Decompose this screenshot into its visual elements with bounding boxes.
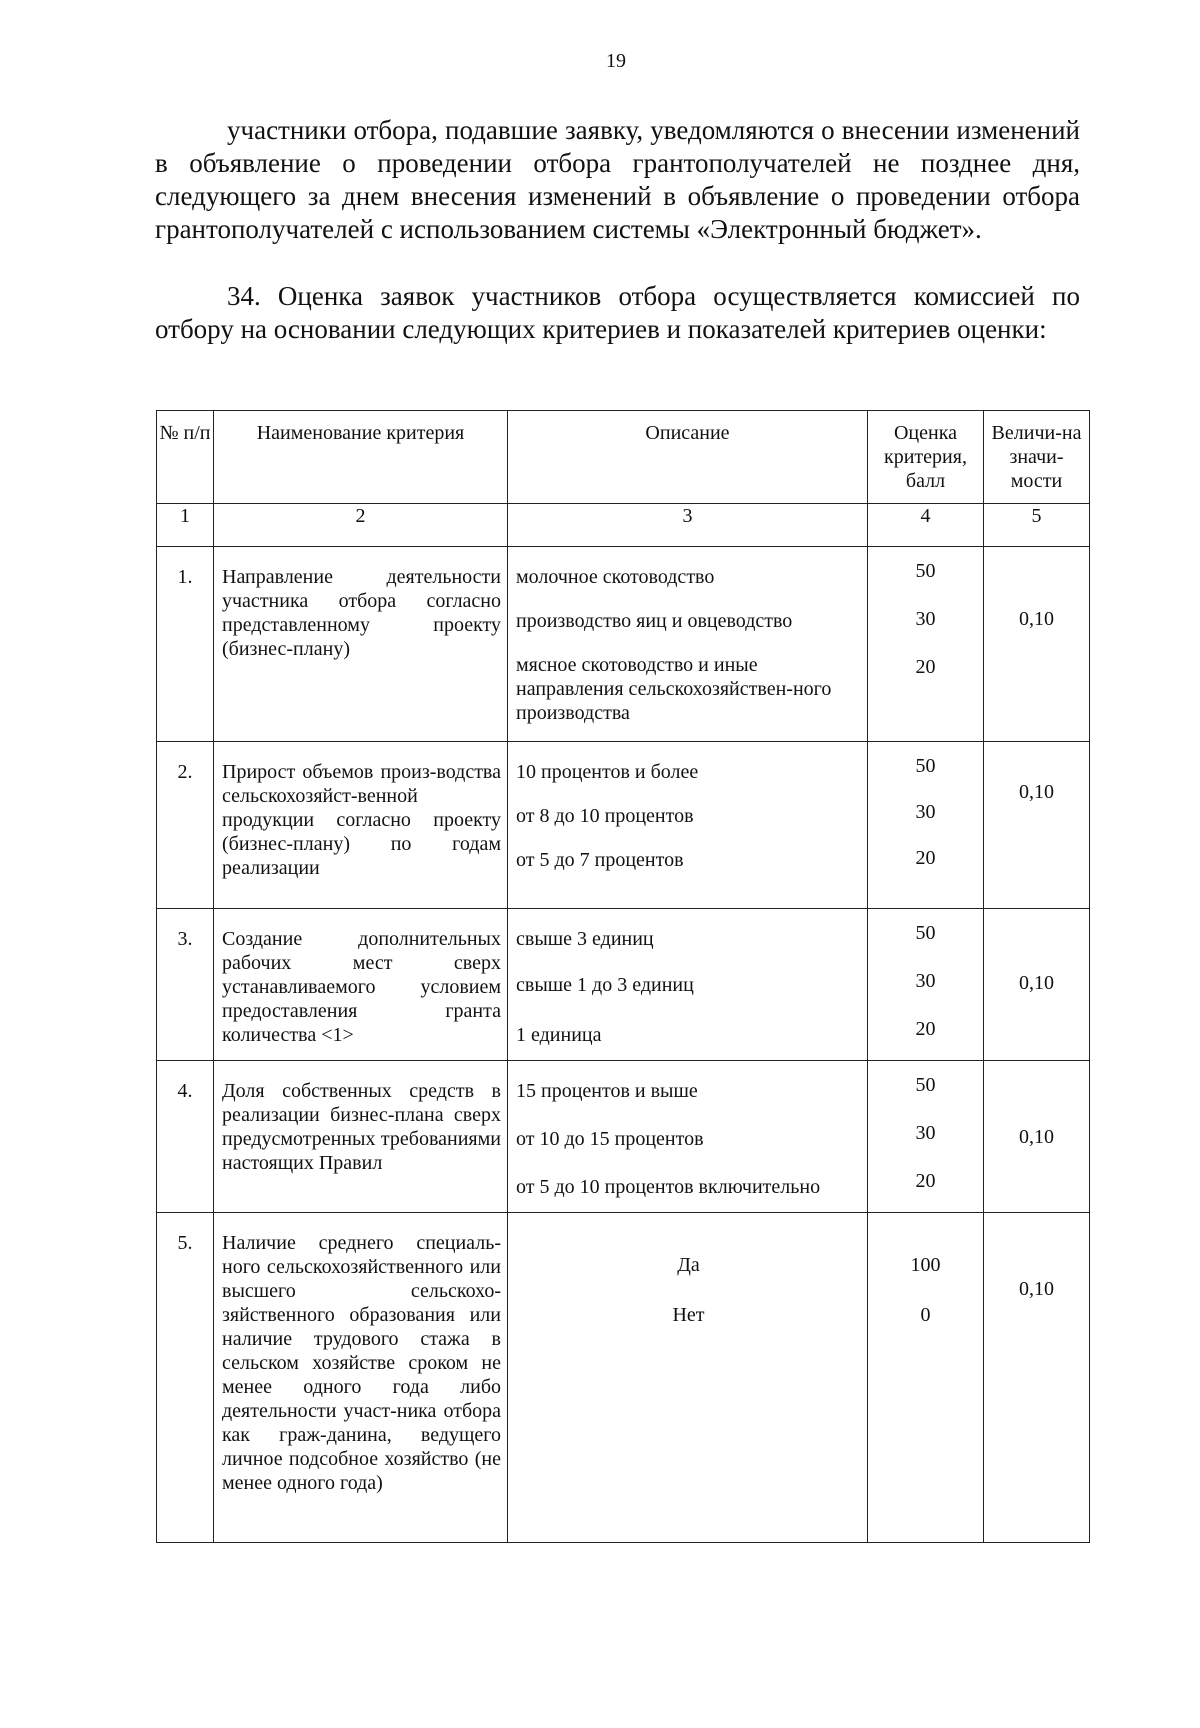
criterion-weight: 0,10 <box>984 1213 1090 1543</box>
option-text: от 5 до 10 процентов включительно <box>516 1176 821 1198</box>
row-number: 2. <box>157 742 214 909</box>
score-value: 50 <box>915 755 936 777</box>
score-value: 30 <box>915 801 936 823</box>
score-value: 100 <box>910 1254 941 1276</box>
option-text: молочное скотоводство <box>516 566 715 588</box>
option-text: от 8 до 10 процентов <box>516 805 694 827</box>
option-text: свыше 1 до 3 единиц <box>516 974 694 996</box>
table-header-row <box>157 411 1090 504</box>
column-index: 1 <box>157 504 214 547</box>
score-value: 50 <box>915 560 936 582</box>
score-value: 30 <box>915 1122 936 1144</box>
criterion-scores <box>868 1061 984 1213</box>
criterion-weight: 0,10 <box>984 909 1090 1061</box>
score-value: 20 <box>915 1018 936 1040</box>
option-text: мясное скотоводство и иные направления сельскохозяйствен-ного производства <box>516 654 832 724</box>
criterion-options <box>508 1213 868 1543</box>
score-value: 20 <box>915 1170 936 1192</box>
column-index-row <box>157 504 1090 547</box>
option-text: 15 процентов и выше <box>516 1080 698 1102</box>
option-text: Нет <box>672 1304 705 1326</box>
criterion-scores <box>868 547 984 742</box>
criterion-weight: 0,10 <box>984 547 1090 742</box>
criteria-table <box>156 410 1090 1543</box>
criterion-name: Наличие среднего специаль-ного сельскохозяйственного или высшего сельскохо-зяйственного образования или наличие трудового стажа в сельском хозяйстве сроком не менее одного года либо деятельности участ-ника отбора как граж-данина, ведущего личное подсобное хозяйство (не менее одного года) <box>214 1213 508 1543</box>
option-text: 1 единица <box>516 1024 602 1046</box>
criterion-options <box>508 547 868 742</box>
criterion-scores <box>868 742 984 909</box>
option-text: Да <box>677 1254 700 1276</box>
criterion-weight: 0,10 <box>984 1061 1090 1213</box>
column-index: 5 <box>984 504 1090 547</box>
criterion-name: Направление деятельности участника отбора согласно представленному проекту (бизнес-плану) <box>214 547 508 742</box>
column-index: 3 <box>508 504 868 547</box>
score-value: 50 <box>915 1074 936 1096</box>
option-text: от 5 до 7 процентов <box>516 849 684 871</box>
header-score: Оценка критерия, балл <box>868 411 984 504</box>
option-text: от 10 до 15 процентов <box>516 1128 704 1150</box>
column-index: 2 <box>214 504 508 547</box>
option-text: свыше 3 единиц <box>516 928 654 950</box>
page-number: 19 <box>606 50 626 72</box>
header-number: № п/п <box>157 411 214 504</box>
criterion-options <box>508 909 868 1061</box>
option-text: производство яиц и овцеводство <box>516 610 793 632</box>
score-value: 20 <box>915 656 936 678</box>
row-number: 4. <box>157 1061 214 1213</box>
row-number: 1. <box>157 547 214 742</box>
criterion-options <box>508 742 868 909</box>
row-number: 3. <box>157 909 214 1061</box>
score-value: 20 <box>915 847 936 869</box>
table-row <box>157 1061 1090 1213</box>
header-description: Описание <box>508 411 868 504</box>
table-row <box>157 1213 1090 1543</box>
table-row <box>157 909 1090 1061</box>
criterion-name: Прирост объемов произ-водства сельскохозяйст-венной продукции согласно проекту (бизнес-плану) по годам реализации <box>214 742 508 909</box>
criterion-options <box>508 1061 868 1213</box>
column-index: 4 <box>868 504 984 547</box>
criterion-scores <box>868 1213 984 1543</box>
criterion-scores <box>868 909 984 1061</box>
row-number: 5. <box>157 1213 214 1543</box>
criterion-name: Доля собственных средств в реализации бизнес-плана сверх предусмотренных требованиями настоящих Правил <box>214 1061 508 1213</box>
table-row <box>157 742 1090 909</box>
criterion-name: Создание дополнительных рабочих мест сверх устанавливаемого условием предоставления гранта количества <1> <box>214 909 508 1061</box>
header-criterion-name: Наименование критерия <box>214 411 508 504</box>
score-value: 0 <box>920 1304 931 1326</box>
paragraph-evaluation-intro: 34. Оценка заявок участников отбора осуществляется комиссией по отбору на основании следующих критериев и показателей критериев оценки: <box>155 281 1080 344</box>
option-text: 10 процентов и более <box>516 761 699 783</box>
header-weight: Величи-на значи-мости <box>984 411 1090 504</box>
score-value: 30 <box>915 608 936 630</box>
paragraph-notification: участники отбора, подавшие заявку, уведомляются о внесении изменений в объявление о проведении отбора грантополучателей не позднее дня, следующего за днем внесения изменений в объявление о проведении отбора грантополучателей с использованием системы «Электронный бюджет». <box>155 115 1080 244</box>
table-row <box>157 547 1090 742</box>
score-value: 30 <box>915 970 936 992</box>
criterion-weight: 0,10 <box>984 742 1090 909</box>
score-value: 50 <box>915 922 936 944</box>
